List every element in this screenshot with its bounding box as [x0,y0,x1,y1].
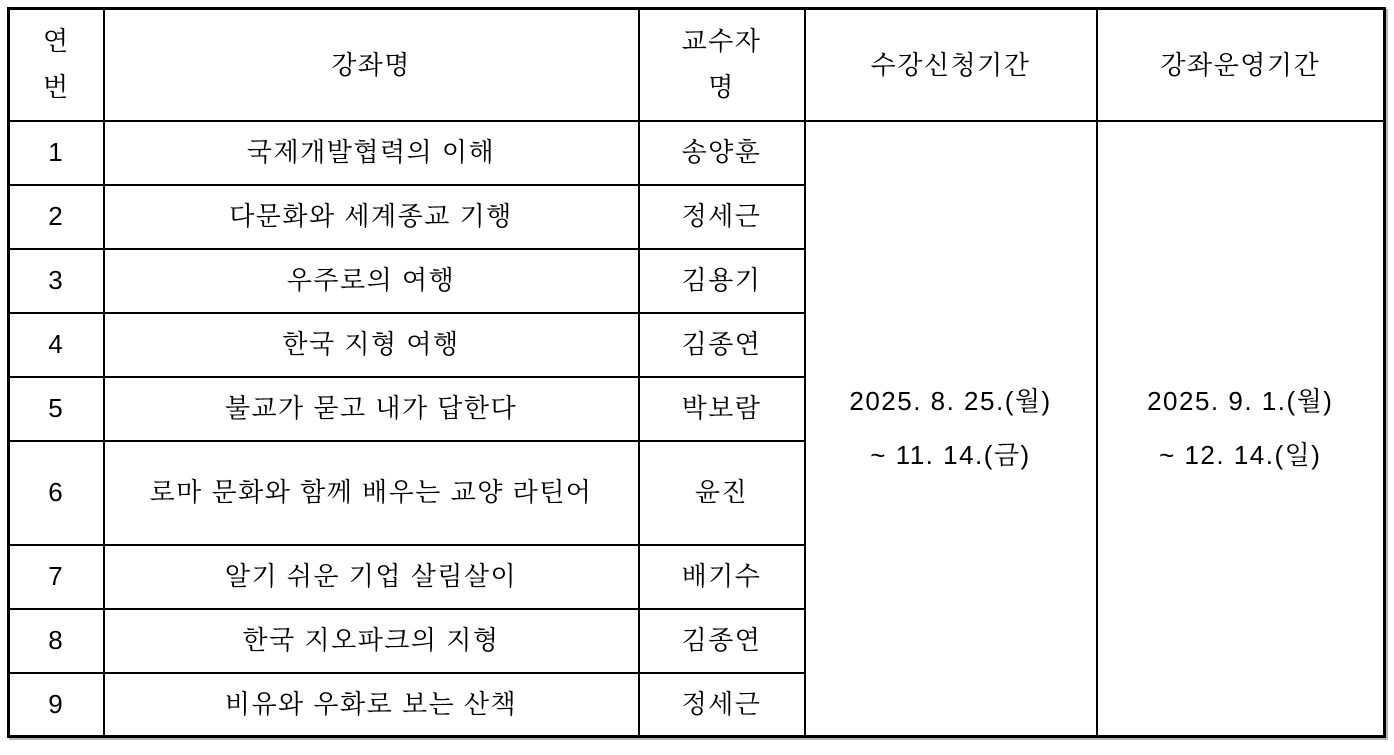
cell-instructor: 박보람 [639,377,805,441]
header-row [9,9,1385,121]
cell-no: 1 [9,121,104,185]
header-course: 강좌명 [104,9,639,121]
course-name: 우주로의 여행 [286,265,456,296]
header-operation-period: 강좌운영기간 [1097,9,1385,121]
cell-instructor: 정세근 [639,185,805,249]
cell-instructor: 윤진 [639,441,805,545]
cell-course [104,609,639,673]
cell-course [104,673,639,737]
cell-no: 2 [9,185,104,249]
cell-no: 9 [9,673,104,737]
course-name: 한국 지형 여행 [282,329,460,360]
course-name: 로마 문화와 함께 배우는 교양 라틴어 [149,477,593,508]
registration-period-line1: 2025. 8. 25.(월) [849,385,1052,416]
course-schedule-table [7,7,1386,738]
cell-no: 8 [9,609,104,673]
cell-course [104,545,639,609]
header-instructor-label: 교수자명 [681,26,762,102]
cell-no: 7 [9,545,104,609]
header-no-label: 연번 [42,26,70,102]
cell-instructor: 정세근 [639,673,805,737]
header-registration-period: 수강신청기간 [805,9,1097,121]
cell-no: 5 [9,377,104,441]
cell-course [104,249,639,313]
cell-registration-period [805,121,1097,737]
cell-operation-period [1097,121,1385,737]
header-instructor [639,9,805,121]
cell-course [104,313,639,377]
table-row [9,121,1385,185]
cell-no: 6 [9,441,104,545]
course-name: 국제개발협력의 이해 [246,137,496,168]
course-name: 다문화와 세계종교 기행 [229,201,513,232]
operation-period-line2: ~ 12. 14.(일) [1159,440,1322,471]
cell-instructor: 김종연 [639,313,805,377]
course-name: 불교가 묻고 내가 답한다 [224,393,518,424]
cell-instructor: 김용기 [639,249,805,313]
cell-course [104,441,639,545]
cell-course [104,185,639,249]
cell-instructor: 배기수 [639,545,805,609]
cell-instructor: 김종연 [639,609,805,673]
registration-period-line2: ~ 11. 14.(금) [870,440,1031,471]
course-name: 알기 쉬운 기업 살림살이 [224,561,518,592]
cell-instructor: 송양훈 [639,121,805,185]
cell-no: 4 [9,313,104,377]
cell-course [104,377,639,441]
course-name: 비유와 우화로 보는 산책 [224,689,518,720]
header-no [9,9,104,121]
operation-period-line1: 2025. 9. 1.(월) [1147,385,1334,416]
course-name: 한국 지오파크의 지형 [242,625,500,656]
cell-no: 3 [9,249,104,313]
cell-course [104,121,639,185]
